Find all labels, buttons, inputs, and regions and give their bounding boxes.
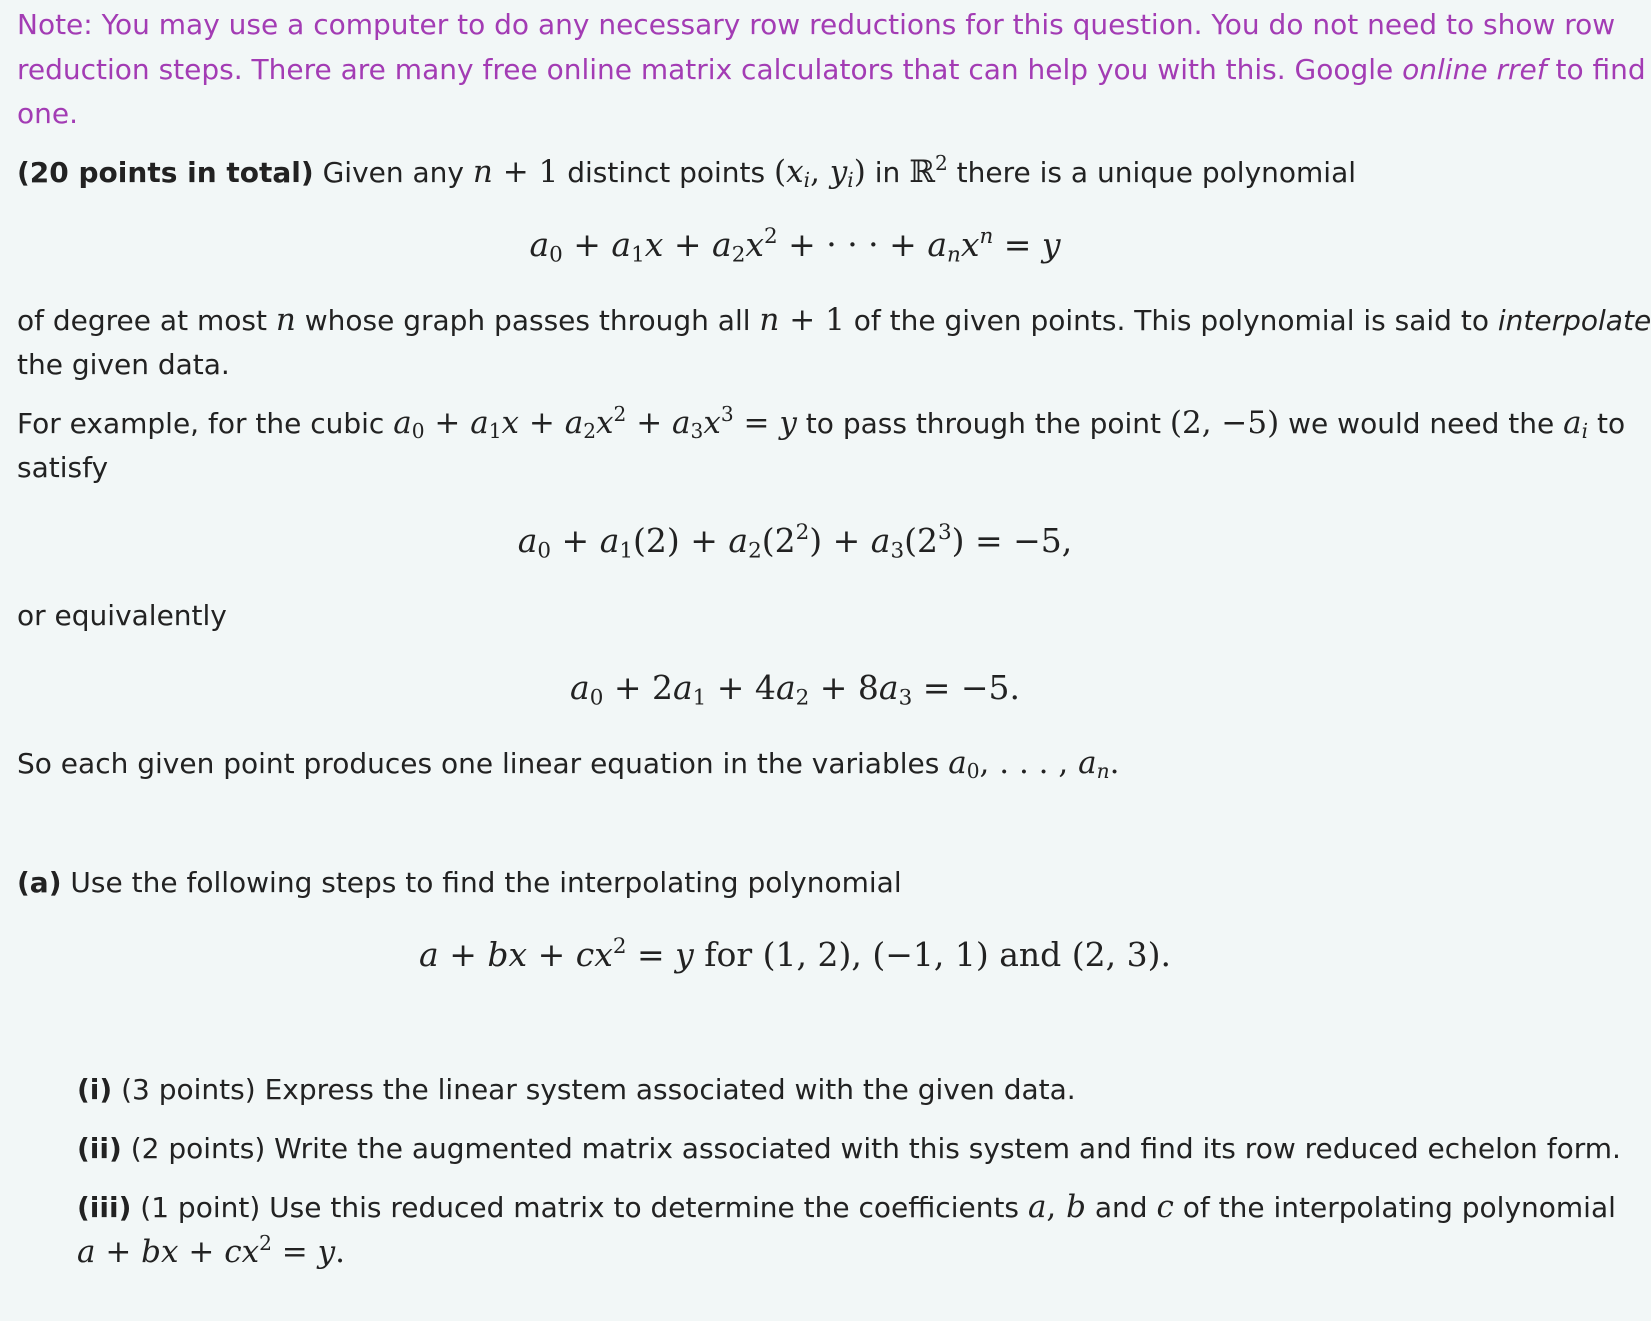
example-paragraph-line-1: For example, for the cubic $a_0 + a_1x + a_2x^2 + a_3x^3 = y$ to pass through the point (2, −5) we would need the $a_i$ to [17, 401, 1626, 444]
display-equation-substituted: $a_0 + a_1(2) + a_2(2^2) + a_3(2^3) = -5$, [517, 520, 1073, 564]
display-equation-simplified: $a_0 + 2a_1 + 4a_2 + 8a_3 = -5$. [570, 668, 1020, 711]
total-points-label: (20 points in total) [17, 156, 314, 189]
part-a-heading: (a) Use the following steps to find the interpolating polynomial [17, 866, 902, 899]
item-iii-line-1: (iii) (1 point) Use this reduced matrix to determine the coefficients a, b and c of the interpolating polynomial [77, 1189, 1616, 1225]
note-line-3: one. [17, 97, 79, 130]
item-i: (i) (3 points) Express the linear system associated with the given data. [77, 1073, 1076, 1106]
display-polynomial: $a_0 + a_1x + a_2x^2$ + · · · + $a_nx^n = y$ [529, 224, 1061, 268]
interpolate-emphasis: interpolate [1497, 304, 1651, 337]
each-point-paragraph: So each given point produces one linear equation in the variables $a_0$, . . . , $a_n$. [17, 745, 1120, 784]
degree-paragraph-line-2: the given data. [17, 348, 230, 381]
item-iii-line-2 [77, 1230, 345, 1275]
online-rref-emphasis: online rref [1402, 53, 1547, 86]
math-variables-list: $a_0$, . . . , $a_n$. [948, 745, 1120, 784]
item-ii: (ii) (2 points) Write the augmented matrix associated with this system and find its row reduced echelon form. [77, 1132, 1621, 1165]
math-cubic: $a_0 + a_1x + a_2x^2 + a_3x^3 = y$ [393, 401, 797, 444]
example-paragraph-line-2: satisfy [17, 451, 109, 484]
intro-paragraph: (20 points in total) Given any n + 1 distinct points ($x_i$, $y_i$) in ℝ$^2$ there is a unique polynomial [17, 150, 1357, 193]
part-a-label: (a) [17, 866, 62, 899]
math-point-2-neg5: (2, −5) [1169, 405, 1280, 441]
degree-paragraph-line-1: of degree at most n whose graph passes through all n + 1 of the given points. This polynomial is said to interpolate [17, 302, 1651, 338]
math-points-xi-yi: ($x_i$, $y_i$) [774, 154, 866, 193]
math-n-plus-1: n + 1 [472, 154, 559, 190]
note-line-2: reduction steps. There are many free online matrix calculators that can help you with this. Google online rref to find [17, 53, 1646, 86]
display-part-a-polynomial: a + bx + $cx^2 = y$ for (1, 2), (−1, 1) and (2, 3). [419, 934, 1171, 974]
math-r2: ℝ$^2$ [909, 150, 948, 190]
math-final-polynomial: a + bx + $cx^2 = y$. [77, 1230, 345, 1270]
equivalently-text: or equivalently [17, 599, 227, 632]
note-line-1: Note: You may use a computer to do any necessary row reductions for this question. You do not need to show row [17, 8, 1616, 41]
